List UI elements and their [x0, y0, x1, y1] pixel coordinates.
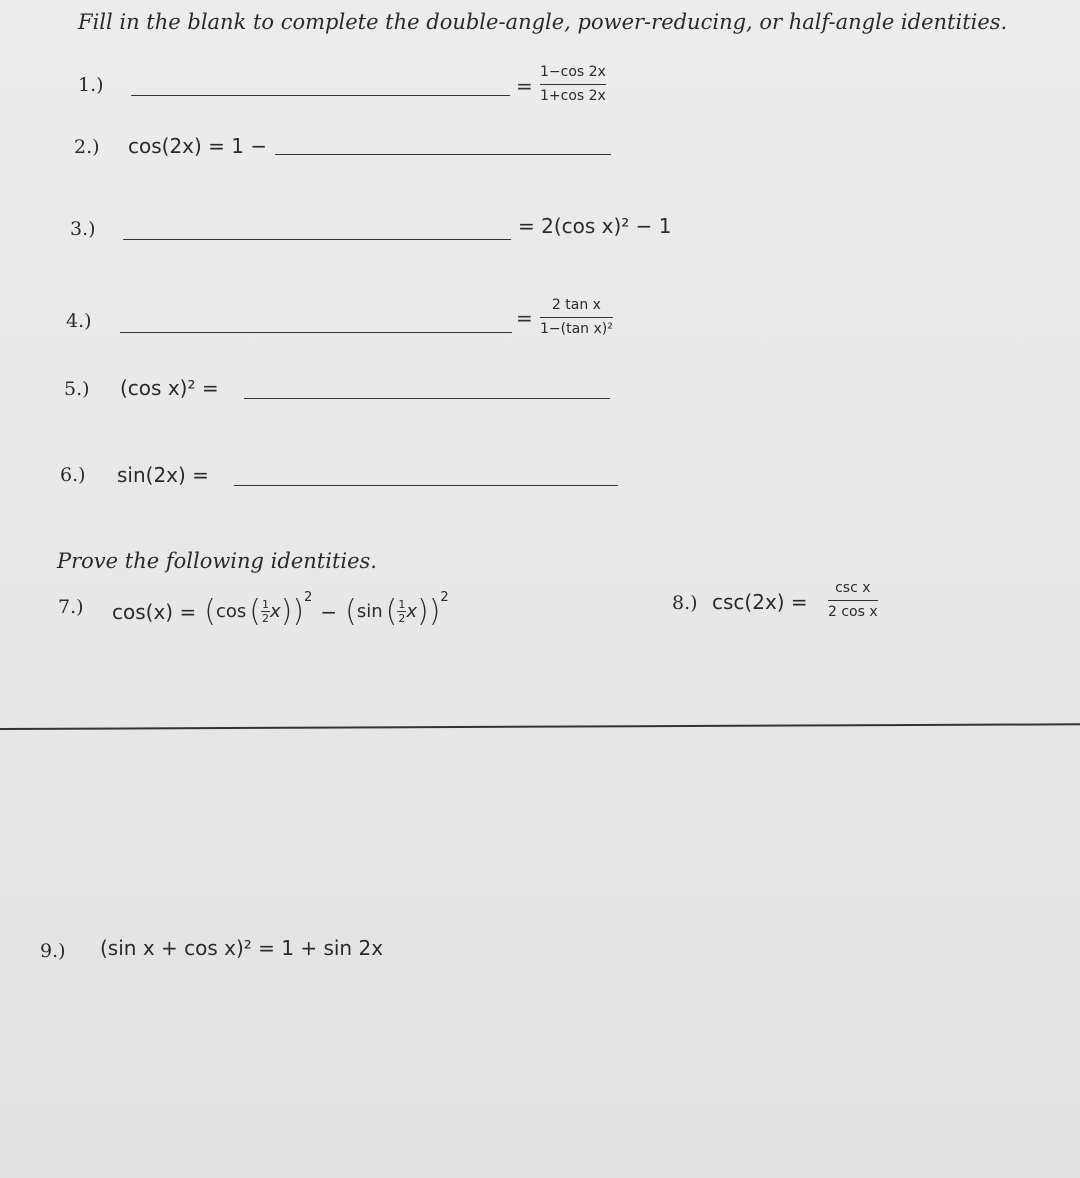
- half-denominator: 2: [261, 612, 269, 625]
- problem-2-number: 2.): [74, 136, 100, 158]
- open-paren: (: [345, 594, 357, 629]
- close-paren: ): [292, 594, 305, 629]
- open-paren: (: [204, 594, 216, 629]
- half-fraction: [397, 599, 406, 624]
- variable-x: x: [269, 601, 281, 622]
- half-numerator: 1: [261, 598, 269, 611]
- close-paren: ): [416, 594, 429, 629]
- cos-label: cos: [215, 601, 247, 622]
- problem-1-fraction: [540, 64, 606, 104]
- problem-6-blank[interactable]: [234, 485, 618, 486]
- half-numerator: 1: [398, 598, 406, 611]
- problem-7-number: 7.): [58, 596, 84, 618]
- close-paren: ): [280, 594, 293, 629]
- problem-6-number: 6.): [60, 464, 86, 486]
- minus-sign: −: [320, 599, 338, 624]
- instructions-text: Fill in the blank to complete the double-angle, power-reducing, or half-angle identities.: [78, 10, 1008, 34]
- half-fraction: [261, 599, 270, 624]
- fraction-bar: [828, 600, 878, 601]
- problem-5-blank[interactable]: [244, 398, 610, 399]
- problem-1-numerator: 1−cos 2x: [540, 64, 606, 80]
- problem-5-number: 5.): [64, 378, 90, 400]
- problem-4-number: 4.): [66, 310, 92, 332]
- prove-heading: Prove the following identities.: [57, 549, 377, 573]
- problem-9-number: 9.): [40, 940, 66, 962]
- half-denominator: 2: [398, 612, 406, 625]
- problem-7-expression: [112, 590, 449, 629]
- problem-6-left: sin(2x) =: [117, 463, 209, 487]
- problem-8-lhs: csc(2x) =: [712, 590, 808, 614]
- section-divider: [0, 723, 1080, 730]
- problem-1-denominator: 1+cos 2x: [540, 88, 606, 104]
- problem-5-left: (cos x)² =: [120, 376, 219, 400]
- problem-4-blank[interactable]: [120, 332, 512, 333]
- open-paren: (: [385, 594, 398, 629]
- problem-4-denominator: 1−(tan x)²: [540, 321, 613, 337]
- problem-8-fraction: [828, 580, 878, 620]
- problem-4-numerator: 2 tan x: [551, 297, 601, 313]
- problem-1-blank[interactable]: [131, 95, 510, 96]
- open-paren: (: [249, 594, 261, 629]
- problem-7-lhs: cos(x) =: [112, 599, 197, 624]
- exponent: 2: [304, 590, 313, 605]
- problem-8-number: 8.): [672, 592, 698, 614]
- problem-9-expression: (sin x + cos x)² = 1 + sin 2x: [100, 936, 384, 960]
- problem-8-denominator: 2 cos x: [828, 604, 878, 620]
- close-paren: ): [428, 594, 441, 629]
- problem-2-left: cos(2x) = 1 −: [128, 134, 268, 158]
- problem-2-blank[interactable]: [275, 154, 611, 155]
- problem-3-right: = 2(cos x)² − 1: [518, 214, 672, 238]
- problem-4-fraction: [540, 297, 613, 337]
- problem-1-equals: =: [516, 74, 533, 98]
- fraction-bar: [540, 317, 613, 318]
- variable-x: x: [406, 601, 417, 622]
- fraction-bar: [540, 84, 606, 85]
- problem-3-number: 3.): [70, 218, 96, 240]
- problem-3-blank[interactable]: [123, 239, 511, 240]
- problem-1-number: 1.): [78, 74, 104, 96]
- sin-label: sin: [356, 601, 383, 622]
- exponent: 2: [440, 590, 449, 605]
- problem-8-numerator: csc x: [835, 580, 871, 596]
- problem-4-equals: =: [516, 306, 533, 330]
